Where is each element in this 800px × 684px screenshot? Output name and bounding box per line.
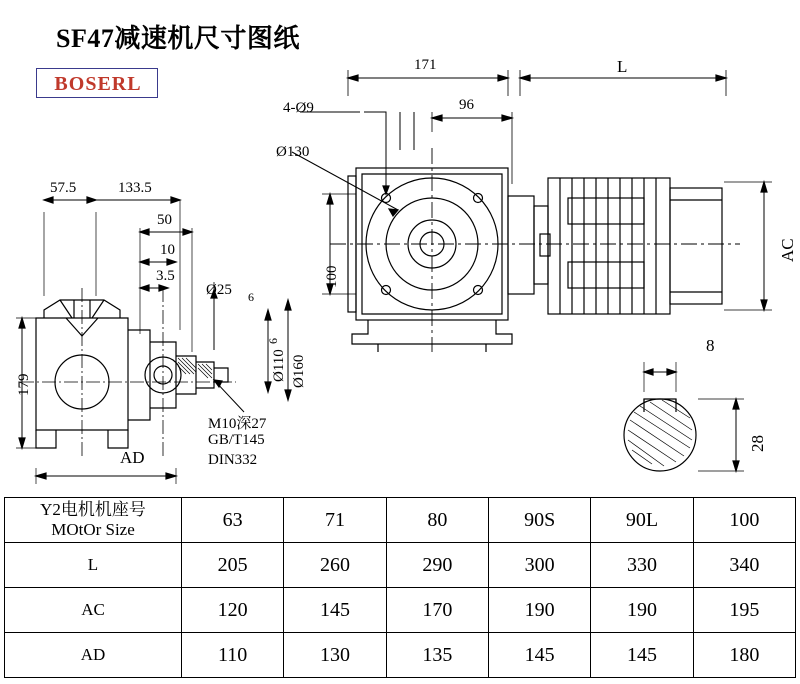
cell-size-71: 71 xyxy=(284,498,386,543)
cell-size-90l: 90L xyxy=(591,498,693,543)
cell-size-80: 80 xyxy=(386,498,488,543)
row-header-line2: MOtOr Size xyxy=(51,520,135,539)
page-title: SF47减速机尺寸图纸 xyxy=(56,24,300,53)
cell-L-80: 290 xyxy=(386,543,488,588)
row-header-AD: AD xyxy=(5,633,182,678)
dim-96: 96 xyxy=(459,97,474,113)
note-m10: M10深27 xyxy=(208,416,267,432)
dim-133-5: 133.5 xyxy=(118,180,152,196)
dim-key-8: 8 xyxy=(706,336,715,355)
dim-57-5: 57.5 xyxy=(50,180,77,196)
dim-171: 171 xyxy=(414,57,437,73)
cell-L-100: 340 xyxy=(693,543,795,588)
cell-AD-90l: 145 xyxy=(591,633,693,678)
dim-D110: Ø110 xyxy=(271,349,287,382)
dim-key-28: 28 xyxy=(748,435,767,452)
cell-AD-90s: 145 xyxy=(488,633,590,678)
cell-L-71: 260 xyxy=(284,543,386,588)
table-row xyxy=(5,498,796,543)
dim-4xD9: 4-Ø9 xyxy=(283,100,314,116)
cell-AC-63: 120 xyxy=(182,588,284,633)
dim-179: 179 xyxy=(16,373,32,396)
cell-AC-71: 145 xyxy=(284,588,386,633)
cell-size-100: 100 xyxy=(693,498,795,543)
dim-D25: Ø25 xyxy=(206,282,232,298)
dim-D110-tolerance: 6 xyxy=(266,338,280,344)
brand-logo-text: BOSERL xyxy=(54,73,142,95)
dim-AD: AD xyxy=(120,448,145,467)
dim-3-5: 3.5 xyxy=(156,268,175,284)
cell-AC-90s: 190 xyxy=(488,588,590,633)
cell-AD-100: 180 xyxy=(693,633,795,678)
dim-D25-tolerance: 6 xyxy=(248,290,254,304)
table-row xyxy=(5,633,796,678)
cell-L-90l: 330 xyxy=(591,543,693,588)
table-row xyxy=(5,543,796,588)
cell-AD-71: 130 xyxy=(284,633,386,678)
dim-10: 10 xyxy=(160,242,175,258)
dim-D160: Ø160 xyxy=(291,354,307,388)
note-din332: DIN332 xyxy=(208,452,258,468)
cell-L-63: 205 xyxy=(182,543,284,588)
spec-table xyxy=(4,497,796,678)
cell-L-90s: 300 xyxy=(488,543,590,588)
row-header-L: L xyxy=(5,543,182,588)
cell-AD-63: 110 xyxy=(182,633,284,678)
cell-size-63: 63 xyxy=(182,498,284,543)
table-row xyxy=(5,588,796,633)
row-header-motor-size xyxy=(5,498,182,543)
dim-D130: Ø130 xyxy=(276,144,310,160)
row-header-AC: AC xyxy=(5,588,182,633)
cell-AC-90l: 190 xyxy=(591,588,693,633)
note-gbt145: GB/T145 xyxy=(208,432,265,448)
cell-size-90s: 90S xyxy=(488,498,590,543)
cell-AC-100: 195 xyxy=(693,588,795,633)
row-header-line1: Y2电机机座号 xyxy=(40,500,146,520)
dim-50: 50 xyxy=(157,212,172,228)
dim-L: L xyxy=(617,57,628,76)
cell-AC-80: 170 xyxy=(386,588,488,633)
dim-100: 100 xyxy=(324,265,340,288)
cell-AD-80: 135 xyxy=(386,633,488,678)
dim-AC: AC xyxy=(778,238,797,262)
